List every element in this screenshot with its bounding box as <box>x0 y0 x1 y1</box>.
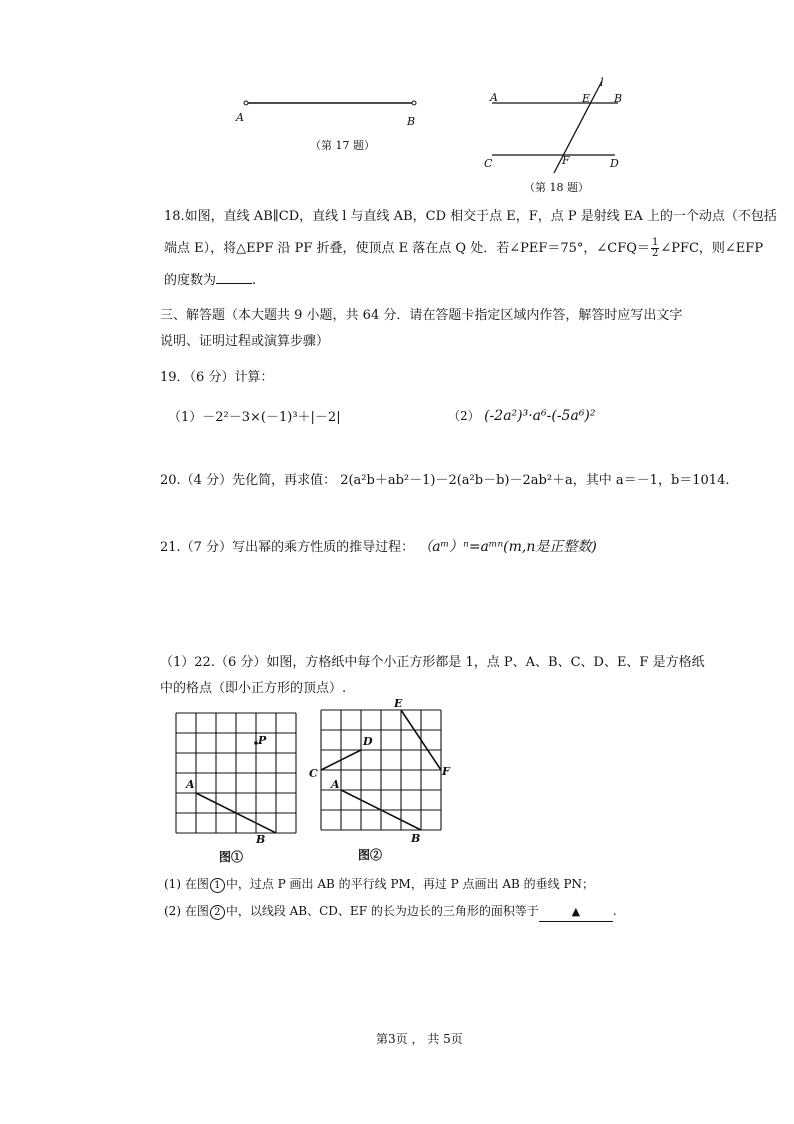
figure-18 <box>480 75 630 175</box>
page-footer: 第3页 ， 共 5页 <box>376 1032 463 1046</box>
fig18-label-d: D <box>610 157 619 170</box>
fig2-label-c: C <box>309 767 318 780</box>
q18-line2-post: ∠PFC，则∠EFP <box>660 241 764 256</box>
q22-line1: （1）22.（6 分）如图，方格纸中每个小正方形都是 1，点 P、A、B、C、D、E、F 是方格纸 <box>160 655 705 670</box>
fig18-label-f: F <box>562 154 570 167</box>
q18-line2-pre: 端点 E），将△EPF 沿 PF 折叠，使顶点 E 落在点 Q 处．若∠PEF＝75°，∠CFQ＝ <box>164 241 650 256</box>
q19-part2-expr: (-2a²)³·a⁶-(-5a⁶)² <box>484 408 596 424</box>
fig17-caption: （第 17 题） <box>310 139 375 152</box>
fig1-caption: 图① <box>219 850 244 864</box>
q18-line3-text: 的度数为 <box>164 273 217 288</box>
fig18-label-c: C <box>484 157 493 170</box>
section3-line1: 三、解答题（本大题共 9 小题，共 64 分．请在答题卡指定区域内作答，解答时应写出文字 <box>160 308 683 323</box>
grid-figure-2 <box>315 700 450 845</box>
fig18-label-a: A <box>490 91 498 104</box>
fig18-caption: （第 18 题） <box>524 181 589 194</box>
q21-formula: （aᵐ）ⁿ=aᵐⁿ(m,n是正整数) <box>418 539 597 555</box>
fig2-label-d: D <box>363 735 373 748</box>
fig18-label-e: E <box>582 92 591 105</box>
q22-sub1-pre: (1) 在图 <box>164 877 209 891</box>
q18-line3: 的度数为 . <box>164 273 257 288</box>
fig2-caption: 图② <box>358 848 383 862</box>
fig1-label-p: P <box>258 734 267 747</box>
q22-sub2-pre: (2) 在图 <box>164 904 209 918</box>
q22-sub1-post: 中，过点 P 画出 AB 的平行线 PM，再过 P 点画出 AB 的垂线 PN； <box>225 877 595 891</box>
fig17-label-a: A <box>236 111 244 124</box>
q18-line1: 18.如图，直线 AB∥CD，直线 l 与直线 AB，CD 相交于点 E，F，点 P 是射线 EA 上的一个动点（不包括 <box>164 209 777 224</box>
q22-line2: 中的格点（即小正方形的顶点）. <box>160 681 347 696</box>
q22-sub1-circle: 1 <box>210 878 225 893</box>
fig1-label-a: A <box>186 778 195 791</box>
fig2-label-f: F <box>442 765 450 778</box>
q19-part2-label: （2） <box>448 409 480 423</box>
grid-1-lines <box>176 713 296 833</box>
q19-title: 19．（6 分）计算： <box>160 370 274 385</box>
q21-line <box>160 538 597 557</box>
fig17-label-b: B <box>407 115 416 128</box>
fig1-label-b: B <box>256 833 266 846</box>
q22-answer-blank[interactable]: ▲ <box>539 903 613 922</box>
q21-text: 21.（7 分）写出幂的乘方性质的推导过程： <box>160 540 415 555</box>
q22-sub2: (2) 在图 2 中，以线段 AB、CD、EF 的长为边长的三角形的面积等于 ▲ . <box>164 902 617 922</box>
q19-part1: （1）－2²－3×(－1)³＋|－2| <box>168 410 341 425</box>
fig2-label-e: E <box>394 697 403 710</box>
q20-text: 20.（4 分）先化简，再求值： 2(a²b＋ab²－1)－2(a²b－b)－2ab²＋a，其中 a＝－1，b＝1014. <box>160 473 730 488</box>
grid-2-lines <box>321 710 441 830</box>
q18-line2 <box>164 238 763 259</box>
fig2-label-a: A <box>331 778 340 791</box>
fig18-label-b: B <box>614 92 623 105</box>
q18-fraction: $\frac{1}{2}$ <box>651 237 659 259</box>
q22-sub2-post: 中，以线段 AB、CD、EF 的长为边长的三角形的面积等于 <box>225 904 539 918</box>
q22-sub1 <box>164 875 594 893</box>
fig2-label-b: B <box>411 832 421 845</box>
point-b <box>412 101 416 105</box>
fig18-label-l: l <box>600 76 604 89</box>
section3-line2: 说明、证明过程或演算步骤） <box>160 334 330 349</box>
q18-answer-blank[interactable] <box>216 271 252 284</box>
q22-sub2-circle: 2 <box>210 905 225 920</box>
q19-part2 <box>448 407 596 425</box>
point-a <box>244 101 248 105</box>
